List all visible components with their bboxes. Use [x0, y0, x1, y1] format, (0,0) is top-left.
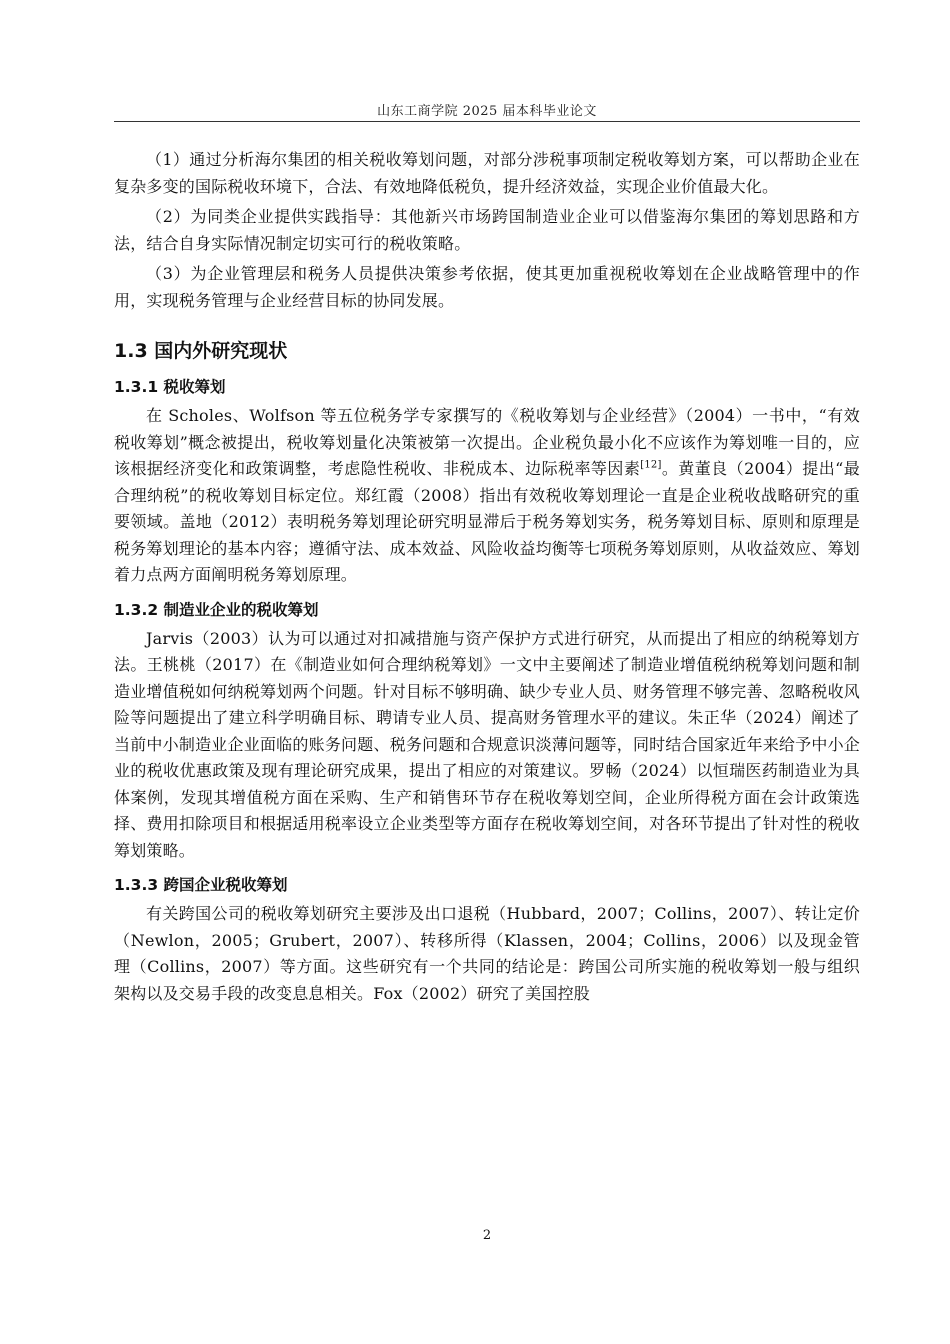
subsection-heading-3: 1.3.3 跨国企业税收筹划 — [114, 876, 288, 894]
section-heading: 1.3 国内外研究现状 — [114, 340, 288, 362]
subsection-3-paragraph: 有关跨国公司的税收筹划研究主要涉及出口退税（Hubbard，2007；Collins，2007）、转让定价（Newlon，2005；Grubert，2007）、转移所得（Klassen，2004；Collins，2006）以及现金管理（Collins，2007）等方面。这些研究有一个共同的结论是：跨国公司所实施的税收筹划一般与组织架构以及交易手段的改变息息相关。Fox（2002）研究了美国控股 — [114, 904, 860, 1003]
subsection-1-text-b: 。黄董良（2004）提出“最合理纳税”的税收筹划目标定位。郑红霞（2008）指出有效税收筹划理论一直是企业税收战略研究的重要领域。盖地（2012）表明税务筹划理论研究明显滞后于税务筹划实务，税务筹划目标、原则和原理是税务筹划理论的基本内容；遵循守法、成本效益、风险收益均衡等七项税务筹划原则，从收益效应、筹划着力点两方面阐明税务筹划原理。 — [114, 459, 860, 584]
subsection-2-paragraph: Jarvis（2003）认为可以通过对扣减措施与资产保护方式进行研究，从而提出了相应的纳税筹划方法。王桃桃（2017）在《制造业如何合理纳税筹划》一文中主要阐述了制造业增值税纳税筹划问题和制造业增值税如何纳税筹划两个问题。针对目标不够明确、缺少专业人员、财务管理不够完善、忽略税收风险等问题提出了建立科学明确目标、聘请专业人员、提高财务管理水平的建议。朱正华（2024）阐述了当前中小制造业企业面临的账务问题、税务问题和合规意识淡薄问题等，同时结合国家近年来给予中小企业的税收优惠政策及现有理论研究成果，提出了相应的对策建议。罗畅（2024）以恒瑞医药制造业为具体案例，发现其增值税方面在采购、生产和销售环节存在税收筹划空间，企业所得税方面在会计政策选择、费用扣除项目和根据适用税率设立企业类型等方面存在税收筹划空间，对各环节提出了针对性的税收筹划策略。 — [114, 628, 860, 860]
subsection-heading-1: 1.3.1 税收筹划 — [114, 378, 226, 396]
header-divider — [114, 121, 860, 122]
intro-item-1: （1）通过分析海尔集团的相关税收筹划问题，对部分涉税事项制定税收筹划方案，可以帮助企业在复杂多变的国际税收环境下，合法、有效地降低税负，提升经济效益，实现企业价值最大化。 — [114, 150, 860, 196]
citation-ref: [12] — [640, 459, 662, 471]
page-number: 2 — [482, 1228, 492, 1243]
running-header: 山东工商学院 2025 届本科毕业论文 — [377, 104, 597, 119]
subsection-1-text-a: 在 Scholes、Wolfson 等五位税务学专家撰写的《税收筹划与企业经营》（2004）一书中，“有效税收筹划”概念被提出，税收筹划量化决策被第一次提出。企业税负最小化不应该作为筹划唯一目的，应该根据经济变化和政策调整，考虑隐性税收、非税成本、边际税率等因素 — [114, 406, 860, 478]
subsection-heading-2: 1.3.2 制造业企业的税收筹划 — [114, 600, 319, 619]
subsection-1-paragraph — [114, 403, 860, 589]
page-body — [114, 147, 860, 1007]
intro-item-2: （2）为同类企业提供实践指导：其他新兴市场跨国制造业企业可以借鉴海尔集团的筹划思路和方法，结合自身实际情况制定切实可行的税收策略。 — [114, 207, 860, 253]
intro-item-3: （3）为企业管理层和税务人员提供决策参考依据，使其更加重视税收筹划在企业战略管理中的作用，实现税务管理与企业经营目标的协同发展。 — [114, 264, 860, 310]
